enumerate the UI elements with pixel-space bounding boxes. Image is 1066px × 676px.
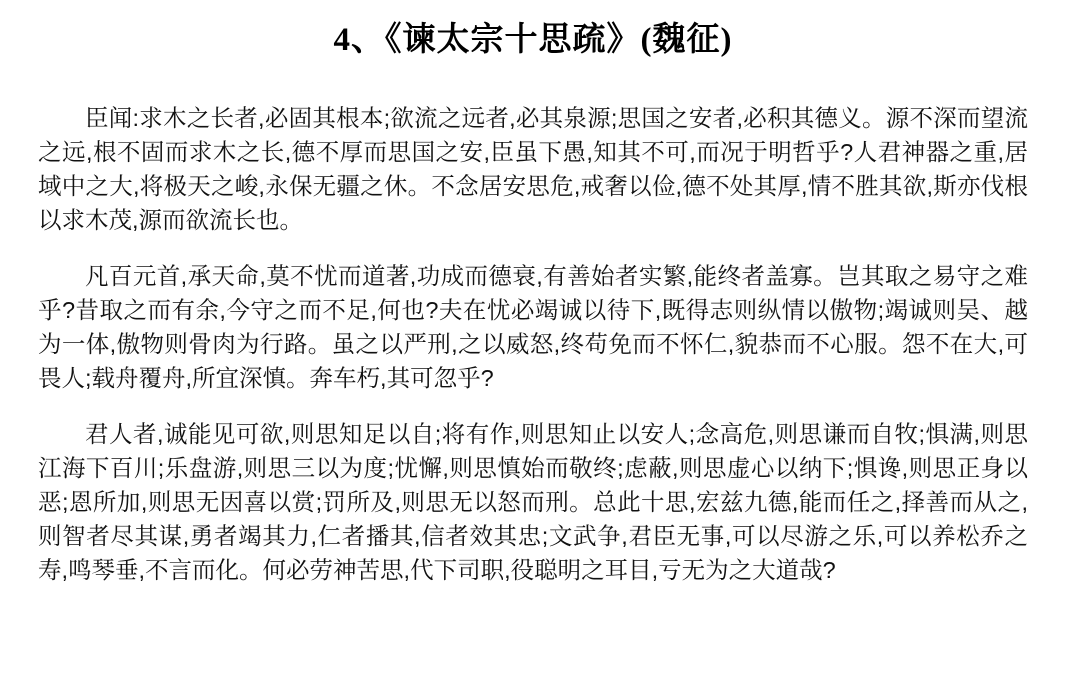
paragraph-2: 凡百元首,承天命,莫不忧而道著,功成而德衰,有善始者实繁,能终者盖寡。岂其取之易守之难乎?昔取之而有余,今守之而不足,何也?夫在忧必竭诚以待下,既得志则纵情以傲物;竭诚则吴、越为一体,傲物则骨肉为行路。虽之以严刑,之以威怒,终苟免而不怀仁,貌恭而不心服。怨不在大,可畏人;载舟覆舟,所宜深慎。奔车朽,其可忽乎? xyxy=(38,263,1028,392)
paragraph-3: 君人者,诚能见可欲,则思知足以自;将有作,则思知止以安人;念高危,则思谦而自牧;惧满,则思江海下百川;乐盘游,则思三以为度;忧懈,则思慎始而敬终;虑蔽,则思虚心以纳下;惧谗,则思正身以恶;恩所加,则思无因喜以赏;罚所及,则思无以怒而刑。总此十思,宏兹九德,能而任之,择善而从之,则智者尽其谋,勇者竭其力,仁者播其,信者效其忠;文武争,君臣无事,可以尽游之乐,可以养松乔之寿,鸣琴垂,不言而化。何必劳神苦思,代下司职,役聪明之耳目,亏无为之大道哉? xyxy=(38,421,1028,584)
paragraph-1: 臣闻:求木之长者,必固其根本;欲流之远者,必其泉源;思国之安者,必积其德义。源不深而望流之远,根不固而求木之长,德不厚而思国之安,臣虽下愚,知其不可,而况于明哲乎?人君神器之重,居域中之大,将极天之峻,永保无疆之休。不念居安思危,戒奢以俭,德不处其厚,情不胜其欲,斯亦伐根以求木茂,源而欲流长也。 xyxy=(38,105,1028,234)
document-title: 4、《谏太宗十思疏》(魏征) xyxy=(333,22,733,58)
document-body xyxy=(38,101,1028,587)
